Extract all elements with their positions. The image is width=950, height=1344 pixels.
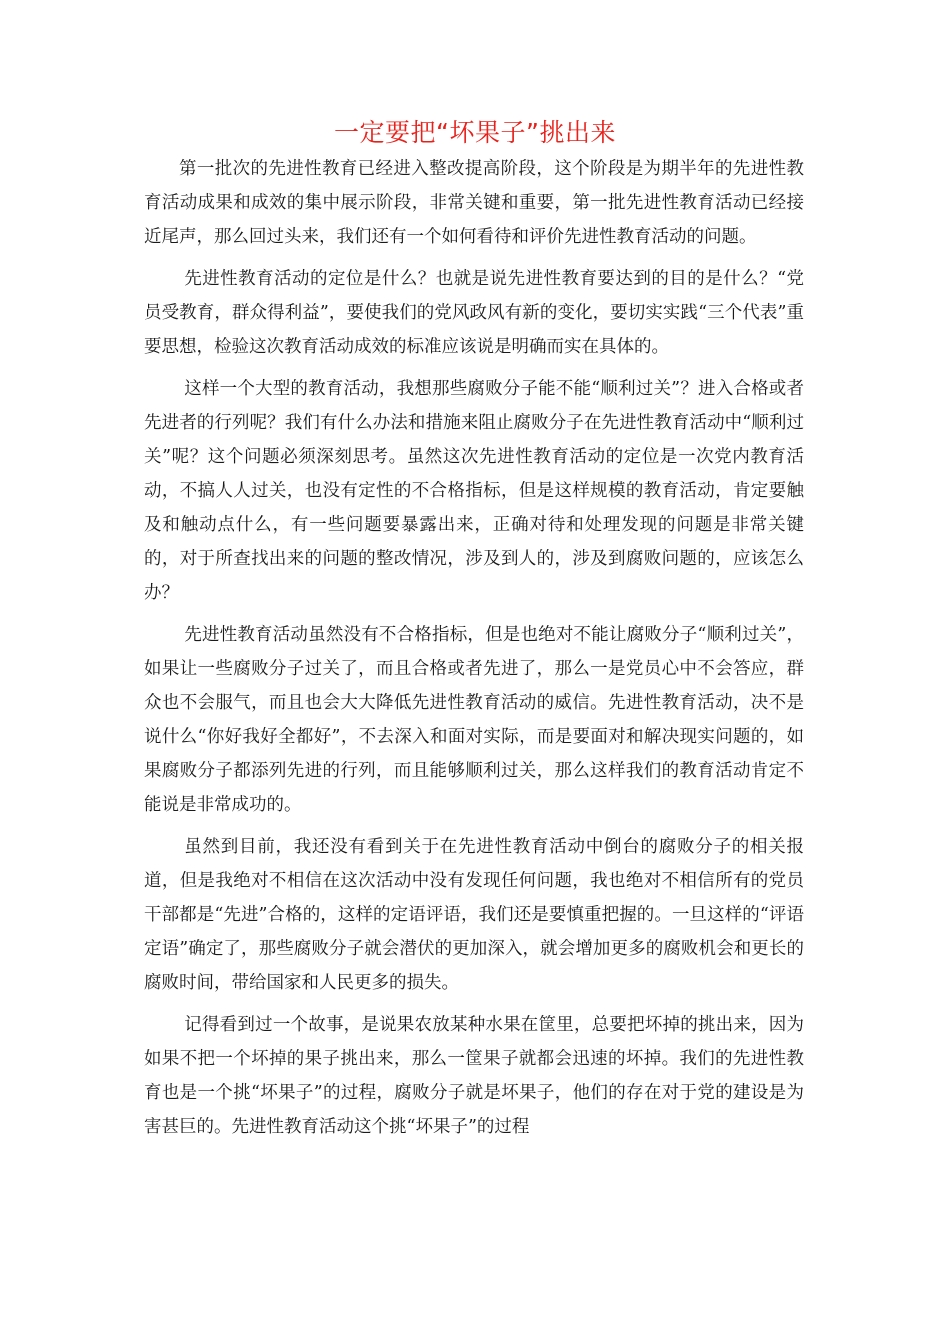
document-title: 一定要把“坏果子”挑出来	[334, 118, 616, 147]
paragraph-3: 这样一个大型的教育活动，我想那些腐败分子能不能“顺利过关”？进入合格或者先进者的行列呢？我们有什么办法和措施来阻止腐败分子在先进性教育活动中“顺利过关”呢？这个问题必须深刻思考。虽然这次先进性教育活动的定位是一次党内教育活动，不搞人人过关，也没有定性的不合格指标，但是这样规模的教育活动，肯定要触及和触动点什么，有一些问题要暴露出来，正确对待和处理发现的问题是非常关键的，对于所查找出来的问题的整改情况，涉及到人的，涉及到腐败问题的，应该怎么办？	[144, 379, 804, 603]
paragraph-4: 先进性教育活动虽然没有不合格指标，但是也绝对不能让腐败分子“顺利过关”，如果让一些腐败分子过关了，而且合格或者先进了，那么一是党员心中不会答应，群众也不会服气，而且也会大大降低先进性教育活动的威信。先进性教育活动，决不是说什么“你好我好全都好”，不去深入和面对实际，而是要面对和解决现实问题的，如果腐败分子都添列先进的行列，而且能够顺利过关，那么这样我们的教育活动肯定不能说是非常成功的。	[144, 625, 804, 815]
paragraph-6: 记得看到过一个故事，是说果农放某种水果在筐里，总要把坏掉的挑出来，因为如果不把一个坏掉的果子挑出来，那么一筐果子就都会迅速的坏掉。我们的先进性教育也是一个挑“坏果子”的过程，腐败分子就是坏果子，他们的存在对于党的建设是为害甚巨的。先进性教育活动这个挑“坏果子”的过程	[144, 1015, 804, 1137]
paragraph-2: 先进性教育活动的定位是什么？也就是说先进性教育要达到的目的是什么？“党员受教育，群众得利益”，要使我们的党风政风有新的变化，要切实实践“三个代表”重要思想，检验这次教育活动成效的标准应该说是明确而实在具体的。	[144, 269, 804, 357]
paragraph-1: 第一批次的先进性教育已经进入整改提高阶段，这个阶段是为期半年的先进性教育活动成果和成效的集中展示阶段，非常关键和重要，第一批先进性教育活动已经接近尾声，那么回过头来，我们还有一个如何看待和评价先进性教育活动的问题。	[144, 159, 804, 247]
paragraph-5: 虽然到目前，我还没有看到关于在先进性教育活动中倒台的腐败分子的相关报道，但是我绝对不相信在这次活动中没有发现任何问题，我也绝对不相信所有的党员干部都是“先进”合格的，这样的定语评语，我们还是要慎重把握的。一旦这样的“评语定语”确定了，那些腐败分子就会潜伏的更加深入，就会增加更多的腐败机会和更长的腐败时间，带给国家和人民更多的损失。	[144, 837, 804, 993]
document-body	[144, 152, 804, 1144]
